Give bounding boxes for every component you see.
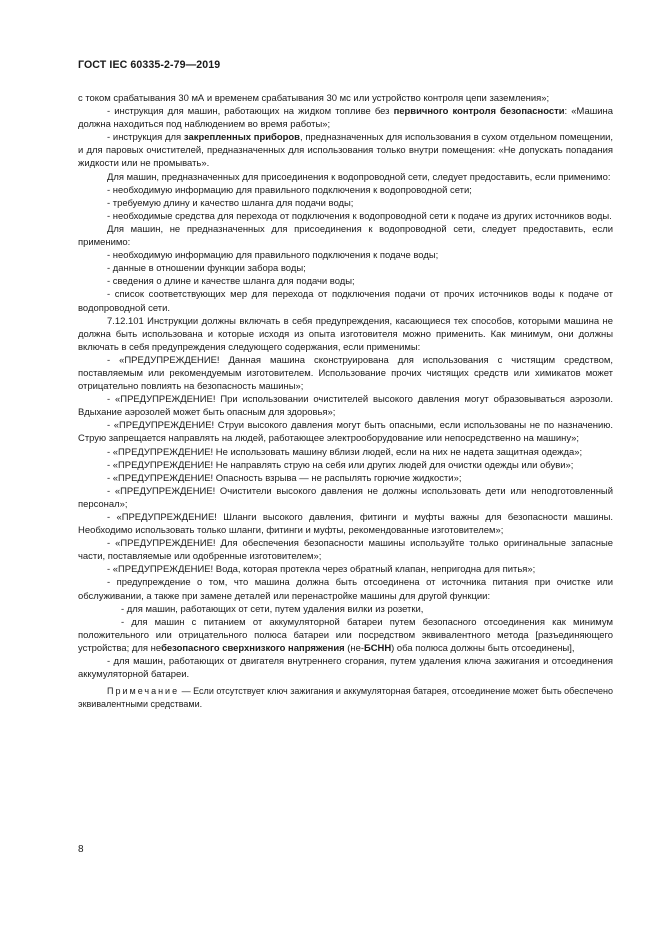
text-segment: Для машин, не предназначенных для присоединения к водопроводной сети, следует предоставить, если применимо:	[78, 223, 613, 249]
text-segment: - необходимую информацию для правильного подключения к водопроводной сети;	[107, 184, 472, 196]
text-segment: , предназначенных для использования в сухом отдельном помещении, и для паровых очистителей, предназначенных для использования только внутри помещения: «Не допускать попадания жидкости или не промывать».	[78, 132, 613, 170]
paragraph	[78, 472, 613, 485]
bold-term: первичного контроля безопасности	[393, 106, 565, 118]
text-segment: - сведения о длине и качестве шланга для подачи воды;	[107, 276, 355, 288]
text-segment: - требуемую длину и качество шланга для подачи воды;	[107, 197, 354, 209]
text-segment: - «ПРЕДУПРЕЖДЕНИЕ! Шланги высокого давления, фитинги и муфты важны для безопасности машины. Необходимо использовать только шланги, фитинги и муфты, рекомендованные изготовителем»;	[78, 512, 613, 537]
text-segment: - «ПРЕДУПРЕЖДЕНИЕ! Струи высокого давления могут быть опасными, если использованы не по назначению. Струю запрещается направлять на людей, работающее электрооборудование или непосредственно на машину»;	[78, 420, 613, 445]
paragraph	[78, 576, 613, 602]
paragraph	[78, 288, 613, 314]
text-segment: - «ПРЕДУПРЕЖДЕНИЕ! Данная машина сконструирована для использования с чистящим средством, поставляемым или рекомендуемым изготовителем. Использование прочих чистящих средств или химикатов может отрицательно повлиять на безопасность машины»;	[78, 354, 613, 393]
page-number: 8	[78, 844, 84, 855]
paragraph	[78, 485, 613, 511]
text-segment: : «Машина должна находиться под наблюдением во время работы»;	[78, 106, 613, 131]
paragraph	[78, 275, 613, 288]
text-segment: - для машин с питанием от аккумуляторной батареи путем безопасного отсоединения как минимум положительного или отрицательного полюса батареи или посредством эквивалентного метода [разъединяющего устройства; для не	[78, 616, 613, 654]
text-segment: - список соответствующих мер для перехода от подключения подачи от прочих источников воды к подаче от водопроводной сети.	[78, 289, 613, 314]
text-segment: с током срабатывания 30 мА и временем срабатывания 30 мс или устройство контроля цепи заземления»;	[78, 93, 550, 104]
paragraph	[78, 537, 613, 563]
text-segment: — Если отсутствует ключ зажигания и аккумуляторная батарея, отсоединение может быть обеспечено эквивалентными средствами.	[78, 686, 613, 709]
bold-term: закрепленных приборов	[183, 132, 300, 144]
paragraph	[78, 315, 613, 354]
text-segment: - «ПРЕДУПРЕЖДЕНИЕ! Для обеспечения безопасности машины используйте только оригинальные запасные части, поставляемые или одобренные изготовителем»;	[78, 538, 613, 563]
paragraph	[78, 459, 613, 472]
paragraph	[78, 249, 613, 262]
paragraph	[78, 446, 613, 459]
paragraph	[78, 92, 613, 105]
text-segment: - «ПРЕДУПРЕЖДЕНИЕ! При использовании очистителей высокого давления могут образовываться аэрозоли. Вдыхание аэрозолей может быть опасным для здоровья»;	[78, 394, 613, 419]
document-body	[78, 92, 613, 710]
text-segment: - предупреждение о том, что машина должна быть отсоединена от источника питания при очистке или обслуживании, а также при замене деталей или перенастройке машины для другой функции:	[78, 577, 613, 602]
text-segment: - данные в отношении функции забора воды;	[107, 263, 306, 275]
paragraph	[78, 511, 613, 537]
paragraph	[78, 210, 613, 223]
paragraph	[78, 393, 613, 419]
note-label: Примечание	[107, 686, 180, 697]
paragraph	[78, 223, 613, 249]
text-segment: - инструкция для машин, работающих на жидком топливе без	[107, 106, 394, 118]
paragraph	[78, 105, 613, 131]
paragraph	[78, 603, 613, 616]
paragraph	[78, 262, 613, 275]
text-segment: - «ПРЕДУПРЕЖДЕНИЕ! Не использовать машину вблизи людей, если на них не надета защитная одежда»;	[107, 446, 583, 458]
text-segment: 7.12.101 Инструкции должны включать в себя предупреждения, касающиеся тех способов, которыми машина не должна быть использована и которые исходя из опыта изготовителя можно применить. Как минимум, они должны включать в себя предупреждения следующего содержания, если применимы:	[78, 315, 613, 353]
text-segment: - «ПРЕДУПРЕЖДЕНИЕ! Вода, которая протекла через обратный клапан, непригодна для питья»;	[107, 564, 536, 576]
paragraph	[78, 419, 613, 445]
paragraph	[78, 616, 613, 655]
text-segment: - для машин, работающих от сети, путем удаления вилки из розетки,	[121, 603, 424, 615]
standard-header: ГОСТ IEC 60335-2-79—2019	[78, 59, 221, 71]
paragraph	[78, 184, 613, 197]
text-segment: - «ПРЕДУПРЕЖДЕНИЕ! Очистители высокого давления не должны использовать дети или неподготовленный персонал»;	[78, 485, 613, 510]
paragraph	[78, 655, 613, 681]
bold-term: безопасного сверхнизкого напряжения	[161, 642, 345, 654]
text-segment: - необходимые средства для перехода от подключения к водопроводной сети к подаче из других источников воды.	[107, 210, 612, 222]
text-segment: - «ПРЕДУПРЕЖДЕНИЕ! Опасность взрыва — не распылять горючие жидкости»;	[107, 472, 462, 484]
paragraph	[78, 131, 613, 170]
paragraph	[78, 197, 613, 210]
paragraph	[78, 563, 613, 576]
note-paragraph	[78, 685, 613, 710]
bold-term: БСНН	[364, 642, 392, 654]
text-segment: Для машин, предназначенных для присоединения к водопроводной сети, следует предоставить, если применимо:	[107, 171, 611, 183]
text-segment: ) оба полюса должны быть отсоединены],	[391, 642, 575, 654]
text-segment: - необходимую информацию для правильного подключения к подаче воды;	[107, 250, 439, 262]
text-segment: - для машин, работающих от двигателя внутреннего сгорания, путем удаления ключа зажигания и отсоединения аккумуляторной батареи.	[78, 656, 613, 681]
text-segment: - «ПРЕДУПРЕЖДЕНИЕ! Не направлять струю на себя или других людей для очистки одежды или обуви»;	[107, 459, 574, 471]
text-segment: - инструкция для	[107, 132, 184, 144]
paragraph	[78, 354, 613, 393]
text-segment: (не-	[344, 642, 365, 654]
paragraph	[78, 171, 613, 184]
